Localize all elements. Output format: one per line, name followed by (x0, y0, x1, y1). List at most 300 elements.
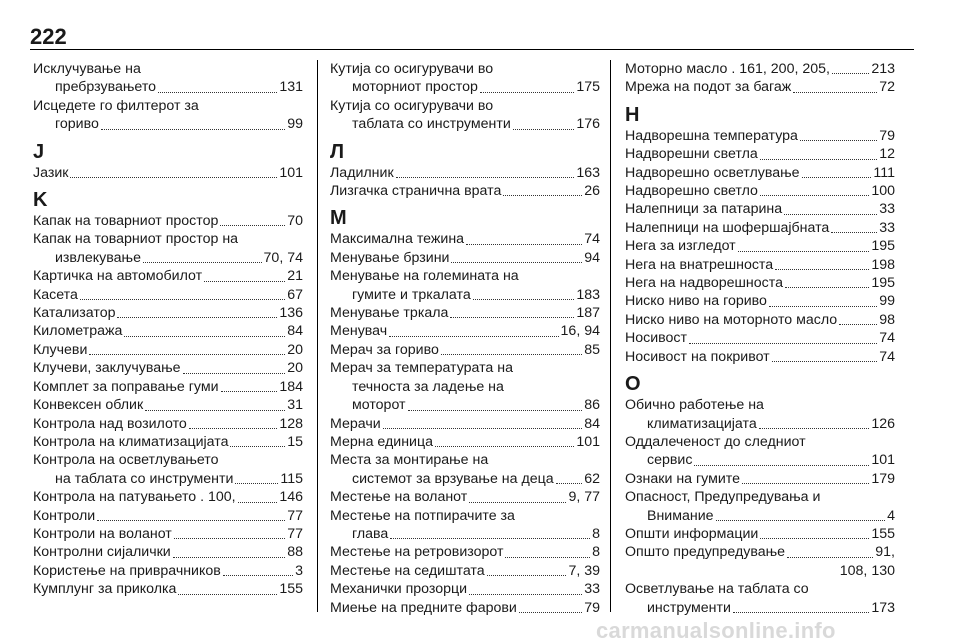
entry-line (33, 433, 303, 451)
dot-leader (832, 73, 869, 74)
entry-text: Катализатор (33, 305, 116, 322)
entry-line (33, 249, 303, 267)
dot-leader (441, 354, 582, 355)
entry-text: Места за монтирање на (330, 452, 489, 469)
dot-leader (435, 446, 574, 447)
index-column-2 (330, 60, 600, 617)
entry-text: Капак на товарниот простор (33, 213, 219, 230)
page-ref: 74 (879, 330, 895, 347)
index-entry (33, 451, 303, 488)
entry-text: Мрежа на подот за багаж (625, 79, 792, 96)
page-ref: 155 (871, 525, 895, 542)
entry-text: Користење на приврачников (33, 562, 221, 579)
index-entry (625, 164, 895, 182)
entry-text: Местење на ретровизорот (330, 544, 504, 561)
dot-leader (89, 354, 285, 355)
page-ref: 12 (879, 146, 895, 163)
index-entry (330, 433, 600, 451)
entry-text: Касета (33, 286, 78, 303)
index-entry (625, 525, 895, 543)
entry-text: Ладилник (330, 164, 394, 181)
entry-text: Менување брзини (330, 249, 450, 266)
dot-leader (117, 317, 277, 318)
dot-leader (189, 428, 278, 429)
entry-line (330, 599, 600, 617)
index-letter-heading: О (625, 373, 641, 396)
dot-leader (694, 465, 869, 466)
index-entry (33, 267, 303, 285)
entry-text: Максимална тежина (330, 231, 465, 248)
page-ref: 101 (576, 433, 600, 450)
entry-text: Носивост (625, 330, 688, 347)
dot-leader (513, 129, 575, 130)
entry-text: Лизгачка странична врата (330, 183, 502, 200)
index-entry (625, 396, 895, 433)
page-ref: 100 (871, 183, 895, 200)
index-entry (33, 543, 303, 561)
page-ref: 3 (295, 562, 303, 579)
entry-text: Носивост на покривот (625, 348, 770, 365)
entry-line (625, 311, 895, 329)
entry-text: Клучеви, заклучување (33, 360, 181, 377)
dot-leader (469, 502, 566, 503)
dot-leader (716, 520, 886, 521)
entry-line (625, 78, 895, 96)
page-ref: 108, 130 (839, 562, 895, 579)
entry-line (625, 237, 895, 255)
page-ref: 213 (871, 61, 895, 77)
page-ref: 33 (879, 219, 895, 236)
dot-leader (408, 410, 583, 411)
index-entry (625, 580, 895, 617)
page-ref: 94 (584, 249, 600, 266)
column-separator (610, 60, 611, 612)
entry-line (33, 396, 303, 414)
entry-line (625, 451, 895, 469)
entry-text: Оддалеченост до следниот (625, 433, 806, 450)
entry-text: Ниско ниво на моторното масло (625, 311, 838, 328)
entry-line (330, 115, 600, 133)
index-entry (33, 341, 303, 359)
index-entry (625, 200, 895, 218)
entry-text: Местење на седиштата (330, 562, 485, 579)
entry-text: Механички прозорци (330, 581, 468, 598)
entry-line (330, 230, 600, 248)
entry-text: Клучеви (33, 341, 88, 358)
entry-text: инструменти (647, 599, 731, 616)
page-ref: 77 (287, 507, 303, 524)
dot-leader (383, 428, 583, 429)
index-entry (330, 60, 600, 97)
page-ref: 79 (584, 599, 600, 616)
index-entry (625, 256, 895, 274)
page-ref: 184 (279, 378, 303, 395)
index-entry (625, 274, 895, 292)
entry-text: Местење на потпирачите за (330, 507, 515, 524)
entry-text: Налепници на шофершајбната (625, 219, 830, 236)
index-entry (33, 415, 303, 433)
index-entry (330, 359, 600, 414)
entry-line (33, 543, 303, 561)
index-entry (625, 488, 895, 525)
page-ref: 173 (871, 599, 895, 616)
entry-line (330, 562, 600, 580)
index-entry (625, 470, 895, 488)
entry-text: Контрола над возилото (33, 415, 187, 432)
index-entry (625, 182, 895, 200)
dot-leader (802, 177, 872, 178)
dot-leader (839, 324, 877, 325)
index-entry (330, 488, 600, 506)
index-entry (33, 580, 303, 598)
page-ref: 31 (287, 397, 303, 414)
index-entry (625, 237, 895, 255)
entry-text: Контроли (33, 507, 96, 524)
entry-line (330, 182, 600, 200)
dot-leader (487, 575, 567, 576)
entry-line (33, 470, 303, 488)
page-ref: 9, 77 (568, 489, 600, 506)
index-entry (625, 127, 895, 145)
page-ref: 20 (287, 341, 303, 358)
dot-leader (183, 373, 286, 374)
dot-leader (235, 483, 278, 484)
page-ref: 21 (287, 268, 303, 285)
page-ref: 84 (287, 323, 303, 340)
page-ref: 62 (584, 470, 600, 487)
dot-leader (80, 299, 285, 300)
dot-leader (174, 538, 285, 539)
page-ref: 131 (279, 79, 303, 96)
page-ref: 198 (871, 256, 895, 273)
page-ref: 72 (879, 79, 895, 96)
index-entry (330, 164, 600, 182)
page-ref: 155 (279, 581, 303, 598)
index-entry (625, 145, 895, 163)
entry-line (33, 304, 303, 322)
entry-text: Нега за изгледот (625, 238, 736, 255)
dot-leader (769, 306, 877, 307)
dot-leader (220, 225, 285, 226)
entry-text: Внимание (647, 507, 714, 524)
entry-text: Контрола на патувањето . 100, (33, 489, 236, 506)
entry-line (625, 415, 895, 433)
entry-text: Конвексен облик (33, 397, 144, 414)
page-ref: 77 (287, 525, 303, 542)
entry-line (330, 78, 600, 96)
entry-line (625, 219, 895, 237)
page-ref: 70 (287, 213, 303, 230)
dot-leader (143, 262, 262, 263)
dot-leader (784, 214, 877, 215)
entry-text: Општи информации (625, 525, 759, 542)
dot-leader (772, 361, 878, 362)
entry-line (330, 164, 600, 182)
entry-line (330, 470, 600, 488)
dot-leader (505, 557, 590, 558)
dot-leader (97, 520, 285, 521)
dot-leader (738, 251, 870, 252)
entry-line (330, 304, 600, 322)
index-letter-heading: М (330, 207, 347, 230)
index-entry (330, 580, 600, 598)
page-ref: 128 (279, 415, 303, 432)
entry-line (625, 599, 895, 617)
entry-text: Надворешно светло (625, 183, 758, 200)
entry-text: Кумплунг за приколка (33, 581, 177, 598)
column-separator (317, 60, 318, 612)
page-ref: 111 (873, 164, 895, 181)
entry-line (625, 145, 895, 163)
page-ref: 187 (576, 305, 600, 322)
entry-text: Контроли на воланот (33, 525, 172, 542)
entry-line (33, 378, 303, 396)
page-ref: 16, 94 (560, 323, 600, 340)
entry-line (33, 580, 303, 598)
entry-text: системот за врзување на деца (352, 470, 554, 487)
entry-text: климатизацијата (647, 415, 757, 432)
entry-line (625, 329, 895, 347)
entry-text: Обично работење на (625, 397, 764, 414)
page-ref: 79 (879, 127, 895, 144)
entry-line (625, 200, 895, 218)
dot-leader (230, 446, 285, 447)
entry-text: Мерна единица (330, 433, 433, 450)
entry-line (33, 507, 303, 525)
entry-text: Контрола на климатизацијата (33, 433, 229, 450)
entry-line (625, 256, 895, 274)
page-ref: 88 (287, 544, 303, 561)
entry-line (625, 292, 895, 310)
index-entry (33, 525, 303, 543)
page-ref: 136 (279, 305, 303, 322)
dot-leader (760, 195, 869, 196)
index-column-3 (625, 60, 895, 617)
entry-line (33, 322, 303, 340)
entry-line (330, 543, 600, 561)
entry-text: гумите и тркалата (352, 286, 471, 303)
page-ref: 20 (287, 360, 303, 377)
index-entry (33, 230, 303, 267)
entry-line (330, 415, 600, 433)
index-entry (33, 212, 303, 230)
entry-text: Општо предупредување (625, 544, 786, 561)
page-ref: 126 (871, 415, 895, 432)
page-ref: 8 (592, 525, 600, 542)
index-entry (625, 292, 895, 310)
index-entry (330, 599, 600, 617)
entry-line (330, 286, 600, 304)
entry-line (33, 286, 303, 304)
dot-leader (389, 336, 558, 337)
entry-text: Менувач (330, 323, 388, 340)
dot-leader (760, 159, 877, 160)
entry-line (625, 60, 895, 78)
page-ref: 74 (584, 231, 600, 248)
index-column-1 (33, 60, 303, 599)
entry-text: Комплет за поправање гуми (33, 378, 219, 395)
page-ref: 26 (584, 183, 600, 200)
entry-text: Мерачи (330, 415, 381, 432)
entry-line (330, 525, 600, 543)
entry-line (625, 182, 895, 200)
dot-leader (466, 244, 582, 245)
index-entry (330, 97, 600, 134)
entry-line (330, 433, 600, 451)
page-ref: 33 (584, 581, 600, 598)
entry-text: Менување на големината на (330, 268, 519, 285)
index-entry (33, 164, 303, 182)
dot-leader (223, 575, 293, 576)
dot-leader (742, 483, 869, 484)
entry-text: моторниот простор (352, 79, 478, 96)
entry-line (33, 115, 303, 133)
page-ref: 179 (871, 470, 895, 487)
entry-line (625, 348, 895, 366)
page-ref: 85 (584, 341, 600, 358)
entry-text: Надворешна температура (625, 127, 798, 144)
index-entry (330, 249, 600, 267)
index-entry (625, 348, 895, 366)
entry-line (625, 543, 895, 561)
entry-text: гориво (55, 116, 99, 133)
entry-text: Осветлување на таблата со (625, 581, 809, 598)
entry-text: Нега на надворешноста (625, 275, 783, 292)
entry-text: Ознаки на гумите (625, 470, 741, 487)
entry-text: Ниско ниво на гориво (625, 293, 767, 310)
entry-text: Надворешно осветлување (625, 164, 800, 181)
entry-line (625, 525, 895, 543)
index-entry (33, 286, 303, 304)
index-entry (625, 78, 895, 96)
dot-leader (556, 483, 583, 484)
dot-leader (390, 538, 590, 539)
entry-line (33, 562, 303, 580)
index-entry (625, 311, 895, 329)
entry-text: на таблата со инструменти (55, 470, 234, 487)
entry-text: Опасност, Предупредувања и (625, 489, 821, 506)
entry-line (625, 127, 895, 145)
page-ref: 183 (576, 286, 600, 303)
entry-text: Километража (33, 323, 123, 340)
entry-text: Картичка на автомобилот (33, 268, 203, 285)
page-ref: 101 (279, 164, 303, 181)
entry-line (625, 470, 895, 488)
index-entry (330, 451, 600, 488)
dot-leader (396, 177, 575, 178)
entry-text: извлекување (55, 249, 141, 266)
entry-text: Местење на воланот (330, 489, 468, 506)
page-ref: 86 (584, 397, 600, 414)
dot-leader (173, 557, 285, 558)
page-ref: 7, 39 (568, 562, 600, 579)
entry-text: сервис (647, 452, 693, 469)
page-ref: 195 (871, 238, 895, 255)
index-entry (330, 182, 600, 200)
dot-leader (178, 594, 277, 595)
entry-text: Контрола на осветлувањето (33, 452, 219, 469)
index-entry (33, 488, 303, 506)
entry-line (625, 164, 895, 182)
header-rule (30, 49, 914, 50)
entry-text: Миење на предните фарови (330, 599, 517, 616)
page-ref: 74 (879, 348, 895, 365)
dot-leader (787, 557, 873, 558)
index-entry (625, 329, 895, 347)
page-ref: 99 (879, 293, 895, 310)
entry-text: Кутија со осигурувачи во (330, 61, 494, 77)
index-entry (330, 322, 600, 340)
page-ref: 15 (287, 433, 303, 450)
index-entry (33, 304, 303, 322)
dot-leader (775, 269, 869, 270)
dot-leader (145, 410, 285, 411)
index-entry (33, 396, 303, 414)
entry-text: Исцедете го филтерот за (33, 97, 199, 114)
dot-leader (451, 262, 582, 263)
entry-text: пребрзувањето (55, 79, 157, 96)
index-entry (330, 341, 600, 359)
index-entry (330, 267, 600, 304)
entry-line (33, 488, 303, 506)
entry-line (330, 580, 600, 598)
index-entry (33, 97, 303, 134)
index-entry (625, 433, 895, 470)
dot-leader (70, 177, 277, 178)
entry-line (625, 507, 895, 525)
entry-text: моторот (352, 397, 406, 414)
entry-text: течноста за ладење на (352, 378, 504, 395)
index-letter-heading: Л (330, 140, 345, 163)
dot-leader (221, 391, 278, 392)
entry-text: Контролни сијалички (33, 544, 171, 561)
dot-leader (101, 129, 285, 130)
entry-line (33, 164, 303, 182)
page-ref: 176 (576, 116, 600, 133)
index-entry (330, 507, 600, 544)
dot-leader (158, 92, 277, 93)
page-ref: 70, 74 (263, 249, 303, 266)
dot-leader (469, 594, 582, 595)
index-entry (330, 562, 600, 580)
dot-leader (124, 336, 285, 337)
index-entry (330, 415, 600, 433)
entry-line (33, 267, 303, 285)
page-ref: 67 (287, 286, 303, 303)
entry-text: Исклучување на (33, 61, 141, 77)
entry-line (33, 415, 303, 433)
entry-line (330, 249, 600, 267)
page-ref: 8 (592, 544, 600, 561)
page-ref: 98 (879, 311, 895, 328)
index-entry (330, 543, 600, 561)
dot-leader (204, 281, 285, 282)
index-entry (33, 359, 303, 377)
watermark: carmanualsonline.info (596, 618, 836, 643)
index-entry (33, 60, 303, 97)
entry-text: Мерач за температурата на (330, 360, 513, 377)
page-ref: 101 (871, 452, 895, 469)
entry-line (330, 488, 600, 506)
dot-leader (503, 195, 582, 196)
entry-text: Кутија со осигурувачи во (330, 97, 494, 114)
page-number: 222 (30, 24, 67, 49)
dot-leader (800, 140, 877, 141)
entry-text: Менување тркала (330, 305, 449, 322)
entry-text: таблата со инструменти (352, 116, 511, 133)
entry-text: Налепници за патарина (625, 201, 783, 218)
page-ref: 91, (875, 544, 895, 561)
